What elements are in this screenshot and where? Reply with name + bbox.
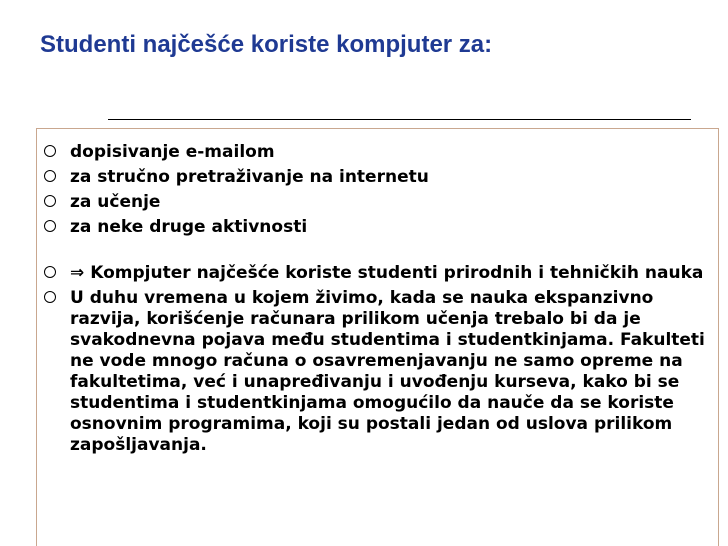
slide-title: Studenti najčešće koriste kompjuter za: [40,31,493,58]
bullet-text: za učenje [70,192,161,212]
bullet-list [44,142,712,456]
bullet-text: za stručno pretraživanje na internetu [70,167,429,187]
title-divider [108,119,691,120]
conclusion-text: Kompjuter najčešće koriste studenti prirodnih i tehničkih nauka [90,263,704,283]
hollow-circle-bullet-icon [44,195,56,207]
hollow-circle-bullet-icon [44,145,56,157]
double-arrow-right-icon: ⇒ [70,263,85,283]
hollow-circle-bullet-icon [44,266,56,278]
bullet-text: za neke druge aktivnosti [70,217,308,237]
hollow-circle-bullet-icon [44,170,56,182]
hollow-circle-bullet-icon [44,220,56,232]
list-item [44,217,712,238]
conclusion-item [44,263,712,284]
content-area [44,142,712,460]
bullet-text: dopisivanje e-mailom [70,142,275,162]
paragraph-text: U duhu vremena u kojem živimo, kada se nauka ekspanzivno razvija, korišćenje računara prilikom učenja trebalo bi da je svakodnevna pojava među studentima i studentkinjama. Fakulteti ne vode mnogo računa o osavremenjavanju ne samo opreme na fakultetima, već i unapređivanju i uvođenju kurseva, kako bi se studentima i studentkinjama omogućilo da nauče da se koriste osnovnim programima, koji su postali jedan od uslova prilikom zapošljavanja. [70,288,705,455]
list-item [44,192,712,213]
list-item [44,167,712,188]
hollow-circle-bullet-icon [44,291,56,303]
list-item [44,142,712,163]
paragraph-item [44,288,712,456]
